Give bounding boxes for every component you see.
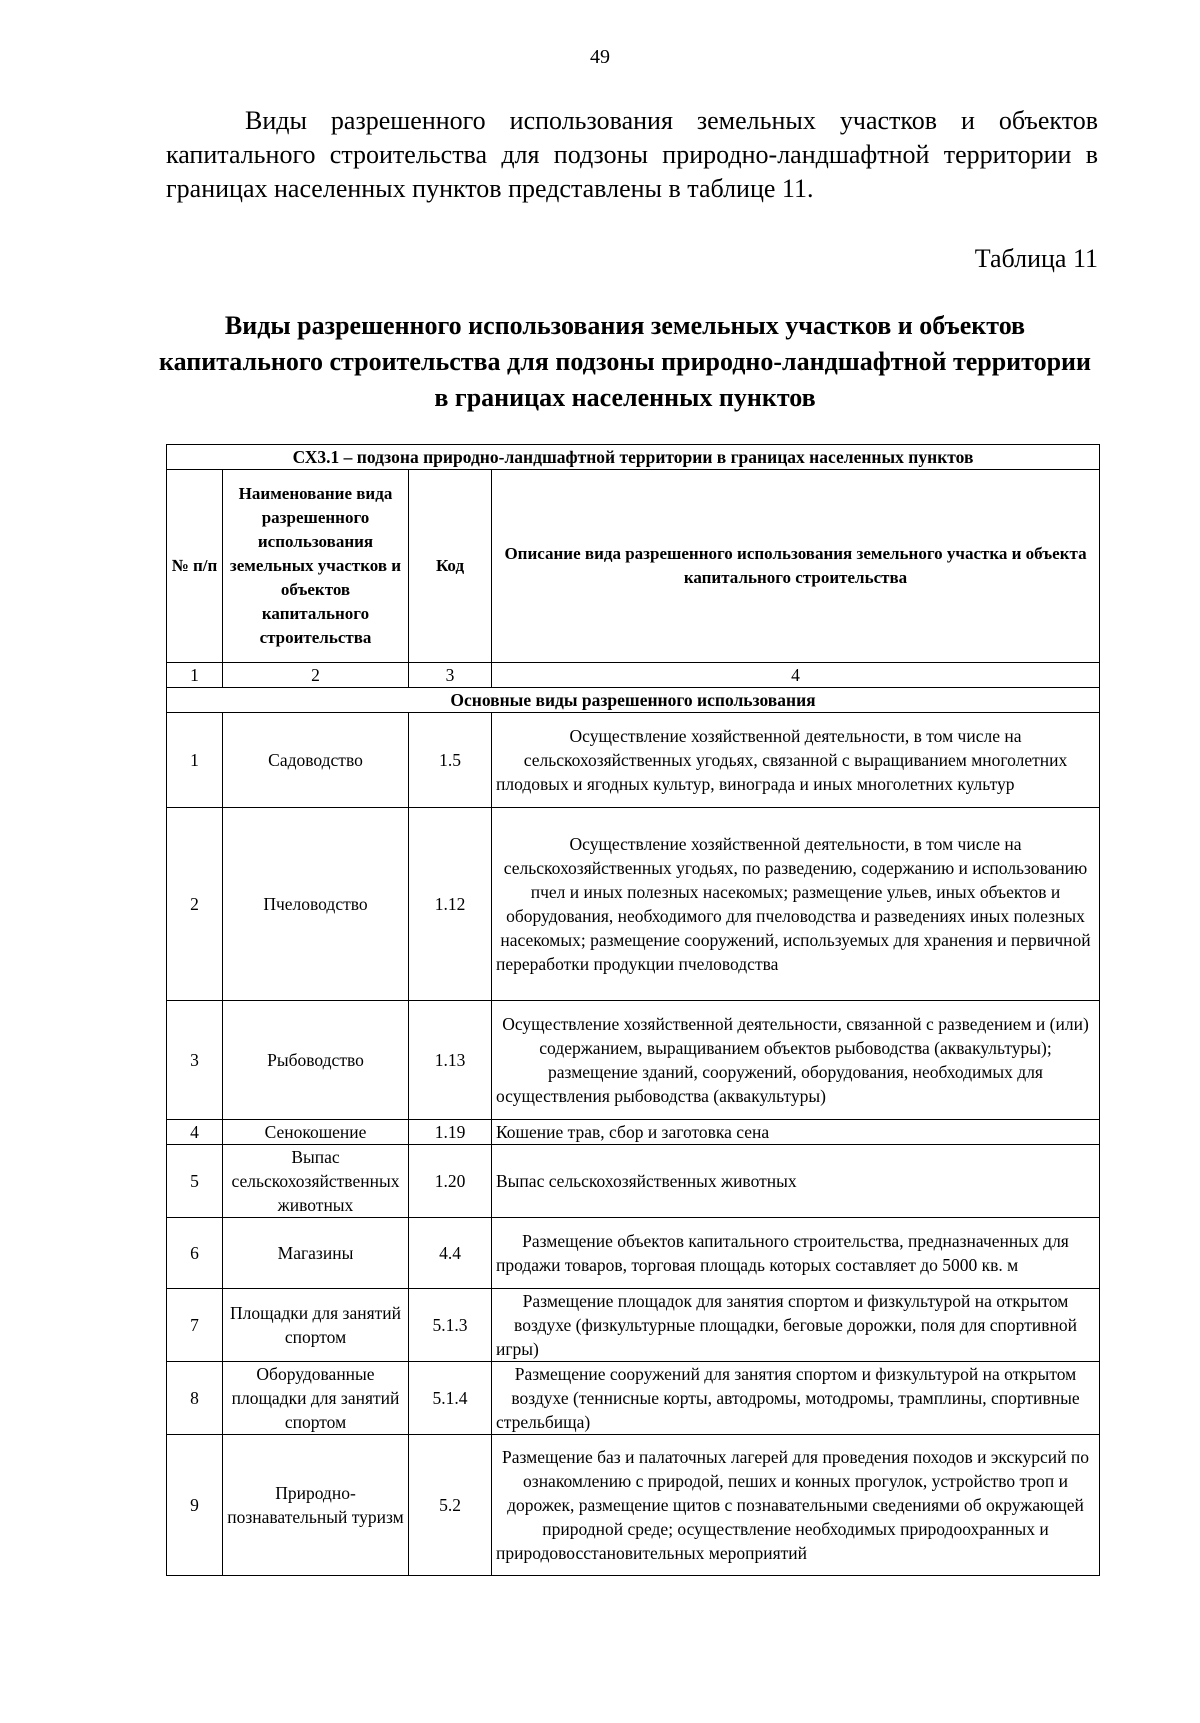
intro-paragraph: Виды разрешенного использования земельных участков и объектов капитального строительства для подзоны природно-ландшафтной территории в границах населенных пунктов представлены в таблице 11. [166, 106, 1098, 203]
row-code: 5.2 [409, 1435, 492, 1576]
column-number: 3 [409, 663, 492, 688]
row-num: 6 [167, 1218, 223, 1289]
row-name: Садоводство [223, 713, 409, 808]
row-code: 1.20 [409, 1145, 492, 1218]
row-desc: Осуществление хозяйственной деятельности, в том числе на сельскохозяйственных угодьях, связанной с выращиванием многолетних плодовых и ягодных культур, винограда и иных многолетних культур [492, 713, 1100, 808]
row-desc: Кошение трав, сбор и заготовка сена [492, 1120, 1100, 1145]
section-row [167, 688, 1100, 713]
column-number: 1 [167, 663, 223, 688]
row-num: 7 [167, 1289, 223, 1362]
row-name: Пчеловодство [223, 808, 409, 1001]
section-title: Основные виды разрешенного использования [167, 688, 1100, 713]
row-desc: Размещение сооружений для занятия спортом и физкультурой на открытом воздухе (теннисные корты, автодромы, мотодромы, трамплины, спортивные стрельбища) [492, 1362, 1100, 1435]
row-num: 4 [167, 1120, 223, 1145]
header-name: Наименование вида разрешенного использования земельных участков и объектов капитального строительства [223, 470, 409, 663]
header-row [167, 470, 1100, 663]
row-desc: Осуществление хозяйственной деятельности, в том числе на сельскохозяйственных угодьях, по разведению, содержанию и использованию пчел и иных полезных насекомых; размещение ульев, иных объектов и оборудования, необходимого для пчеловодства и разведениях иных полезных насекомых; размещение сооружений, используемых для хранения и первичной переработки продукции пчеловодства [492, 808, 1100, 1001]
page-number: 49 [590, 46, 610, 68]
column-number: 2 [223, 663, 409, 688]
header-code: Код [409, 470, 492, 663]
row-code: 1.5 [409, 713, 492, 808]
table-row [167, 808, 1100, 1001]
row-code: 4.4 [409, 1218, 492, 1289]
row-num: 8 [167, 1362, 223, 1435]
row-code: 1.19 [409, 1120, 492, 1145]
row-num: 1 [167, 713, 223, 808]
header-desc: Описание вида разрешенного использования земельного участка и объекта капитального строительства [492, 470, 1100, 663]
column-number: 4 [492, 663, 1100, 688]
row-name: Природно-познавательный туризм [223, 1435, 409, 1576]
row-desc: Размещение объектов капитального строительства, предназначенных для продажи товаров, торговая площадь которых составляет до 5000 кв. м [492, 1218, 1100, 1289]
land-use-table [166, 444, 1100, 1576]
row-code: 5.1.4 [409, 1362, 492, 1435]
table-row [167, 1145, 1100, 1218]
column-number-row [167, 663, 1100, 688]
row-name: Сенокошение [223, 1120, 409, 1145]
table-row [167, 1362, 1100, 1435]
table-row [167, 713, 1100, 808]
row-desc: Размещение баз и палаточных лагерей для проведения походов и экскурсий по ознакомлению с природой, пеших и конных прогулок, устройство троп и дорожек, размещение щитов с познавательными сведениями об окружающей природной среде; осуществление необходимых природоохранных и природовосстановительных мероприятий [492, 1435, 1100, 1576]
row-name: Выпас сельскохозяйственных животных [223, 1145, 409, 1218]
row-name: Рыбоводство [223, 1001, 409, 1120]
table-row [167, 1289, 1100, 1362]
row-num: 9 [167, 1435, 223, 1576]
row-desc: Выпас сельскохозяйственных животных [492, 1145, 1100, 1218]
row-name: Магазины [223, 1218, 409, 1289]
row-code: 1.12 [409, 808, 492, 1001]
row-name: Площадки для занятий спортом [223, 1289, 409, 1362]
table-row [167, 1435, 1100, 1576]
row-num: 5 [167, 1145, 223, 1218]
row-code: 5.1.3 [409, 1289, 492, 1362]
table-row [167, 1120, 1100, 1145]
table-row [167, 1218, 1100, 1289]
row-desc: Осуществление хозяйственной деятельности, связанной с разведением и (или) содержанием, выращиванием объектов рыбоводства (аквакультуры); размещение зданий, сооружений, оборудования, необходимых для осуществления рыбоводства (аквакультуры) [492, 1001, 1100, 1120]
zone-title-row [167, 445, 1100, 470]
row-num: 2 [167, 808, 223, 1001]
header-num: № п/п [167, 470, 223, 663]
table-row [167, 1001, 1100, 1120]
row-desc: Размещение площадок для занятия спортом и физкультурой на открытом воздухе (физкультурные площадки, беговые дорожки, поля для спортивной игры) [492, 1289, 1100, 1362]
zone-title: СХ3.1 – подзона природно-ландшафтной территории в границах населенных пунктов [167, 445, 1100, 470]
row-name: Оборудованные площадки для занятий спортом [223, 1362, 409, 1435]
row-code: 1.13 [409, 1001, 492, 1120]
table-heading: Виды разрешенного использования земельных участков и объектов капитального строительства для подзоны природно-ландшафтной территории в границах населенных пунктов [158, 311, 1092, 412]
row-num: 3 [167, 1001, 223, 1120]
table-caption: Таблица 11 [974, 244, 1098, 273]
